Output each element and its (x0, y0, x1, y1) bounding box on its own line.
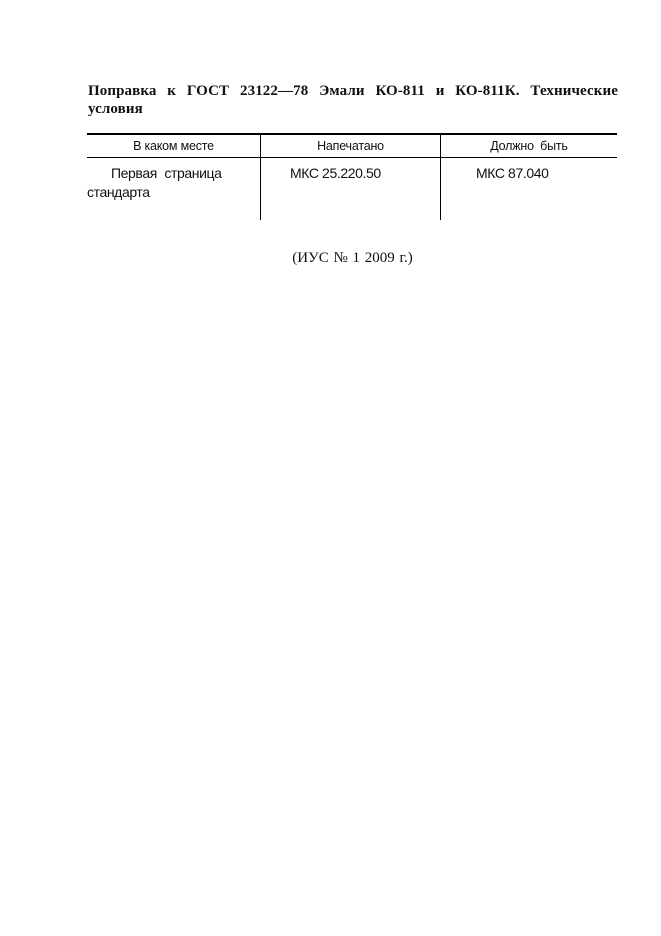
column-divider (440, 135, 441, 220)
source-note (0, 249, 661, 267)
column-header-should-be: Должно быть (490, 139, 568, 153)
place-line-1: Первая страница (111, 165, 222, 181)
column-header-printed: Напечатано (317, 139, 384, 153)
table-cell-should-be: МКС 87.040 (476, 165, 549, 181)
place-line-2: стандарта (87, 184, 150, 200)
document-title: Поправка к ГОСТ 23122—78 Эмали КО-811 и КО-811К. Технические условия (88, 83, 618, 117)
table-cell-printed: МКС 25.220.50 (290, 165, 381, 181)
table-top-rule (87, 133, 617, 135)
corrections-table (87, 133, 617, 220)
column-header-place: В каком месте (133, 139, 214, 153)
table-header-rule (87, 157, 617, 158)
table-cell-place (87, 164, 247, 202)
source-note-text: (ИУС № 1 2009 г.) (292, 250, 413, 266)
column-divider (260, 135, 261, 220)
